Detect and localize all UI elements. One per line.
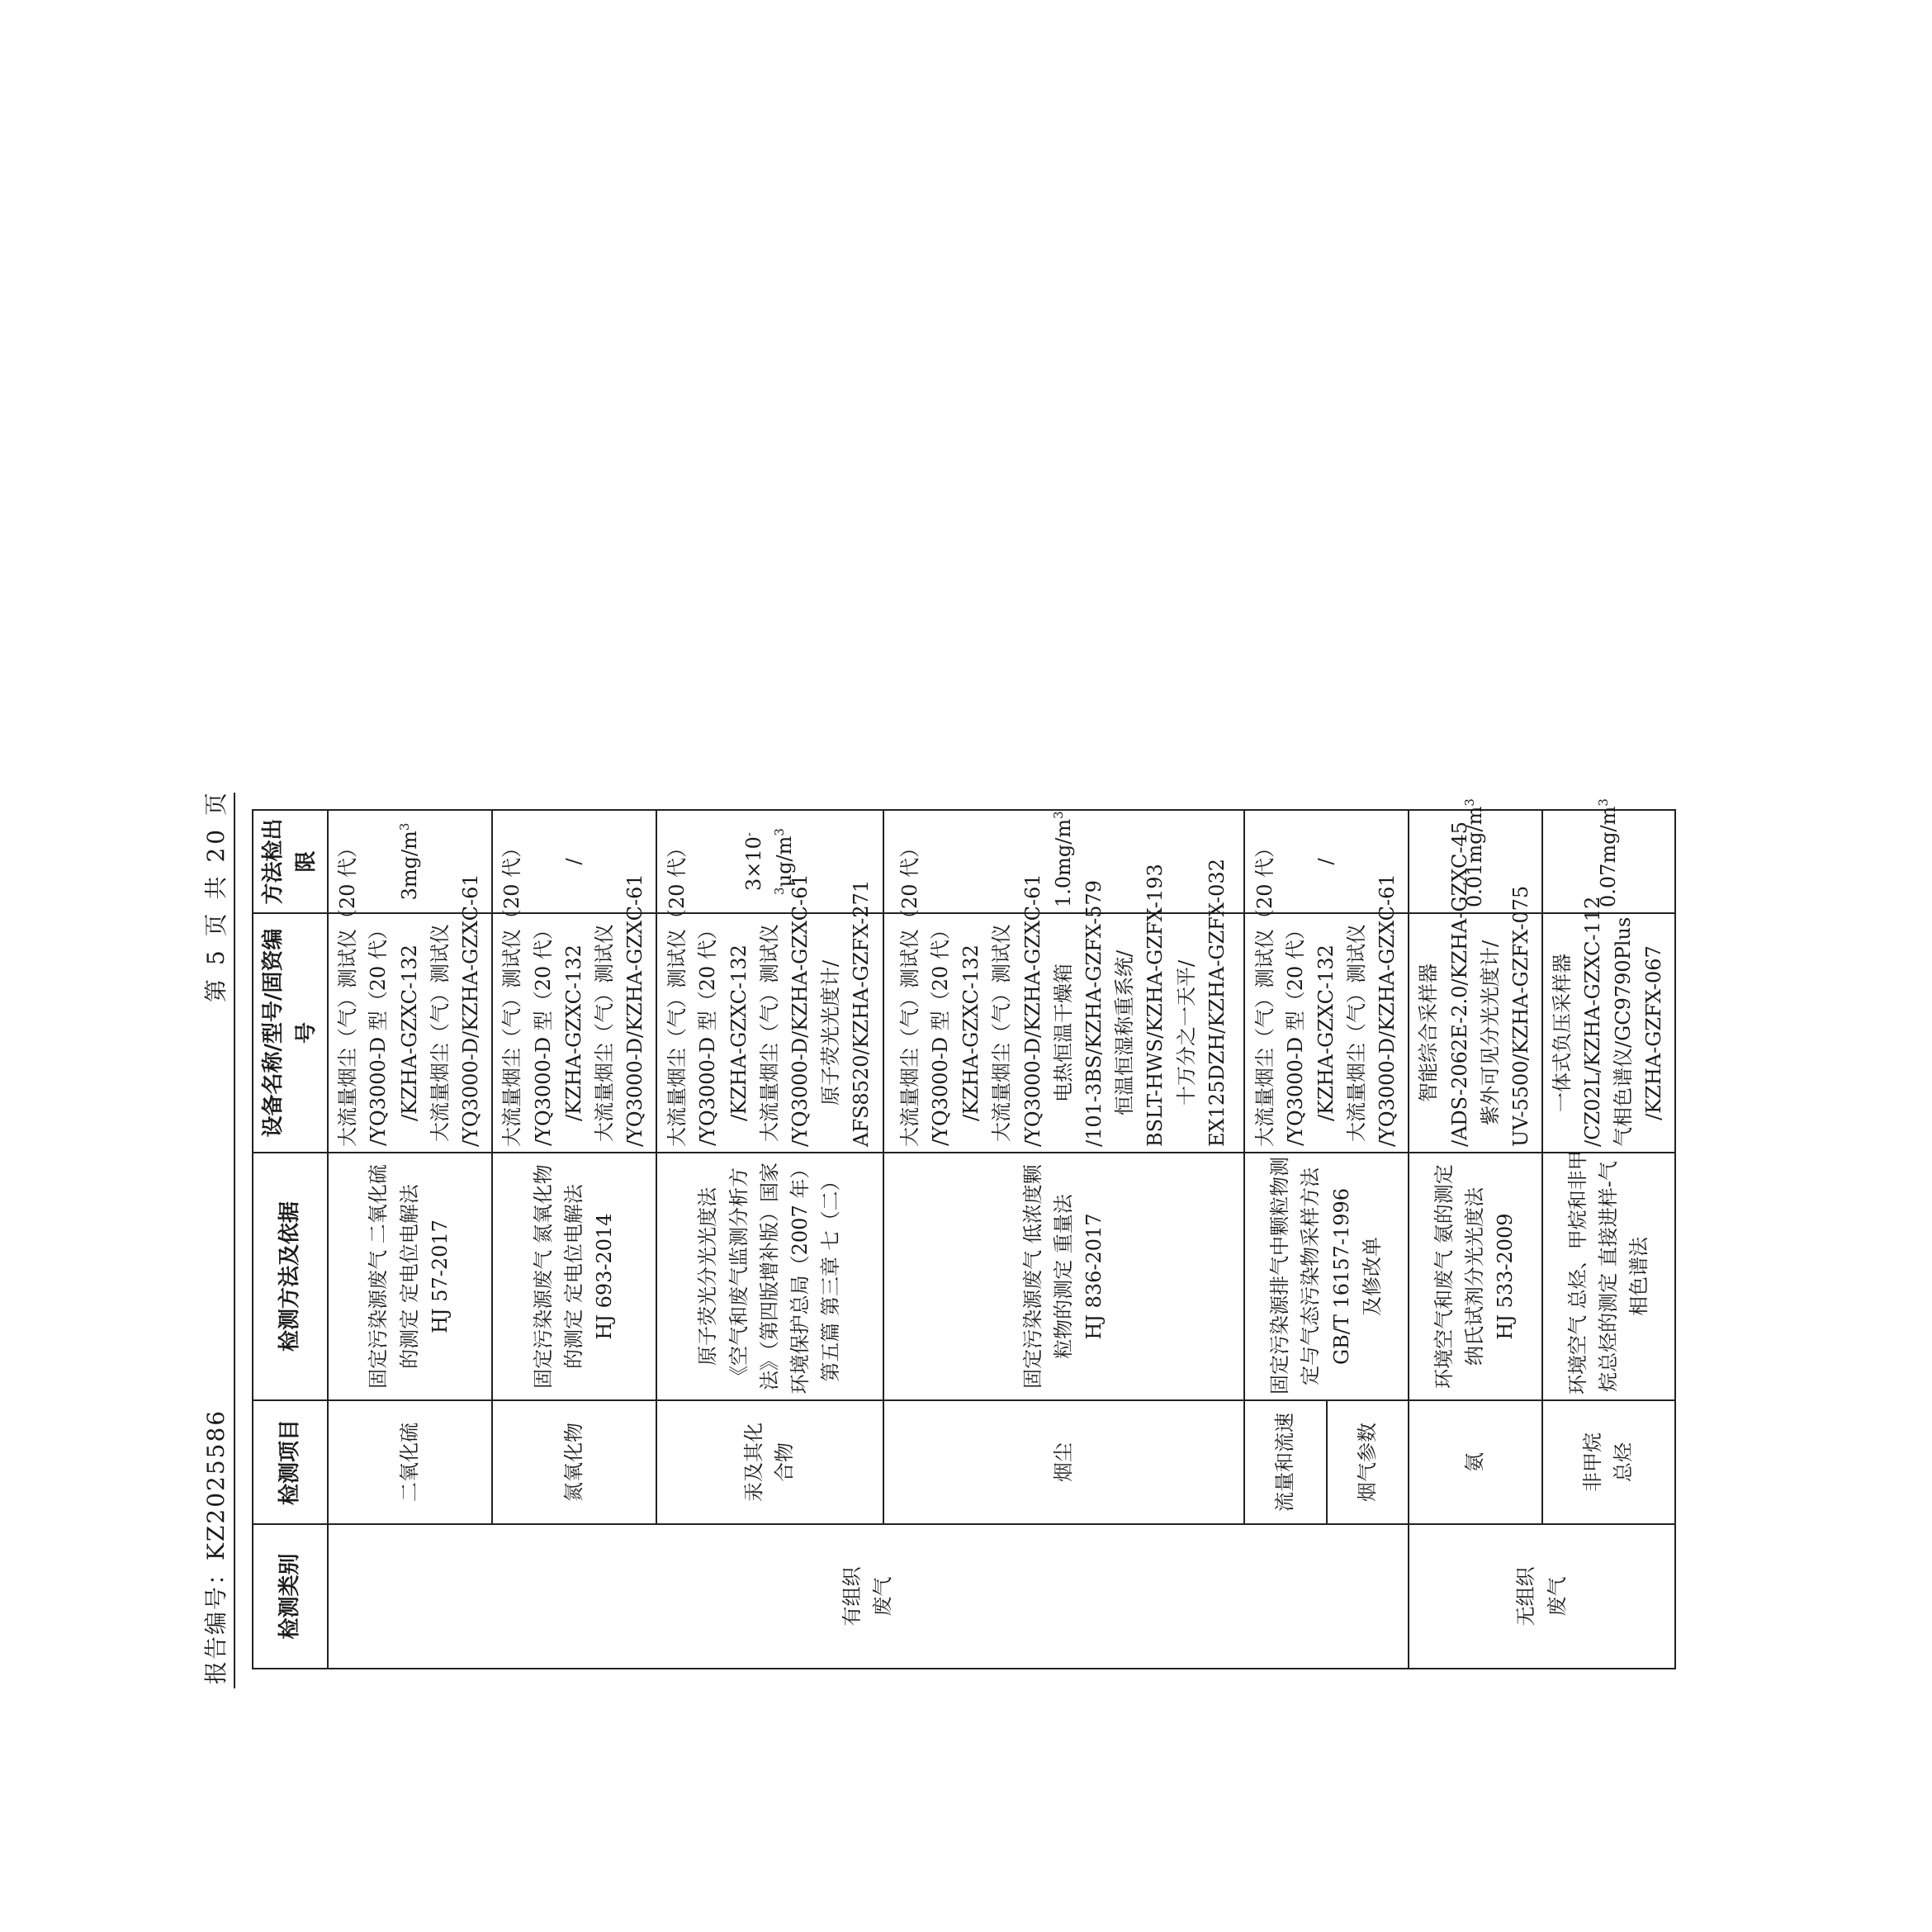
item-cell: 汞及其化 合物 — [656, 1400, 883, 1524]
equipment-cell: 大流量烟尘（气）测试仪（20 代） /YQ3000-D 型（20 代） /KZHA-GZXC-132 大流量烟尘（气）测试仪 /YQ3000-D/KZHA-GZXC-61 原子荧光光度计/ AFS8520/KZHA-GZFX-271 — [656, 913, 883, 1153]
limit-cell: $0.07mg/m^3$ — [1542, 810, 1675, 913]
limit-cell: / — [1244, 810, 1409, 913]
page-info: 第 5 页 共 20 页 — [202, 789, 230, 1002]
detection-method-table — [252, 798, 1676, 1669]
item-cell: 氮氧化物 — [492, 1400, 656, 1524]
method-cell: 固定污染源废气 氮氧化物 的测定 定电位电解法 HJ 693-2014 — [492, 1153, 656, 1400]
limit-cell: / — [492, 810, 656, 913]
header-equipment: 设备名称/型号/固资编号 — [253, 913, 328, 1153]
method-cell: 环境空气 总烃、甲烷和非甲 烷总烃的测定 直接进样-气 相色谱法 — [1542, 1153, 1675, 1400]
header-item: 检测项目 — [253, 1400, 328, 1524]
equipment-cell: 大流量烟尘（气）测试仪（20 代） /YQ3000-D 型（20 代） /KZHA-GZXC-132 大流量烟尘（气）测试仪 /YQ3000-D/KZHA-GZXC-61 电热恒温干燥箱 /101-3BS/KZHA-GZFX-579 恒温恒湿称重系统/ BSLT-HWS/KZHA-GZFX-193 十万分之一天平/ EX125DZH/KZHA-GZFX-032 — [883, 913, 1244, 1153]
method-cell: 固定污染源排气中颗粒物测 定与气态污染物采样方法 GB/T 16157-1996 及修改单 — [1244, 1153, 1409, 1400]
equipment-cell: 一体式负压采样器 /CZ02L/KZHA-GZXC-112 气相色谱仪/GC9790Plus /KZHA-GZFX-067 — [1542, 913, 1675, 1153]
method-cell: 固定污染源废气 低浓度颗 粒物的测定 重量法 HJ 836-2017 — [883, 1153, 1244, 1400]
item-cell: 二氧化硫 — [328, 1400, 492, 1524]
report-number — [198, 1409, 231, 1684]
item-cell: 烟尘 — [883, 1400, 1244, 1524]
limit-cell: $3mg/m^3$ — [328, 810, 492, 913]
method-cell: 原子荧光分光光度法 《空气和废气监测分析方 法》（第四版增补版）国家 环境保护总局（2007 年） 第五篇 第三章 七（二） — [656, 1153, 883, 1400]
equipment-cell: 大流量烟尘（气）测试仪（20 代） /YQ3000-D 型（20 代） /KZHA-GZXC-132 大流量烟尘（气）测试仪 /YQ3000-D/KZHA-GZXC-61 — [1244, 913, 1409, 1153]
item-cell: 流量和流速 — [1244, 1400, 1327, 1524]
category-unorganized: 无组织 废气 — [1409, 1524, 1675, 1669]
report-number-value: KZ2025586 — [202, 1409, 230, 1560]
item-cell: 氨 — [1409, 1400, 1541, 1524]
method-cell: 环境空气和废气 氨的测定 纳氏试剂分光光度法 HJ 533-2009 — [1409, 1153, 1541, 1400]
equipment-cell: 大流量烟尘（气）测试仪（20 代） /YQ3000-D 型（20 代） /KZHA-GZXC-132 大流量烟尘（气）测试仪 /YQ3000-D/KZHA-GZXC-61 — [328, 913, 492, 1153]
table-row — [1409, 810, 1541, 1669]
item-cell: 非甲烷 总烃 — [1542, 1400, 1675, 1524]
equipment-cell: 智能综合采样器 /ADS-2062E-2.0/KZHA-GZXC-45 紫外可见分光光度计/ UV-5500/KZHA-GZFX-075 — [1409, 913, 1541, 1153]
table-row — [328, 810, 492, 1669]
header-method: 检测方法及依据 — [253, 1153, 328, 1400]
item-cell: 烟气参数 — [1327, 1400, 1409, 1524]
method-cell: 固定污染源废气 二氧化硫 的测定 定电位电解法 HJ 57-2017 — [328, 1153, 492, 1400]
header-rule — [234, 793, 235, 1688]
limit-cell: $1.0mg/m^3$ — [883, 810, 1244, 913]
report-page — [0, 566, 1932, 1932]
limit-cell: $3\times 10^{-3}\mu g/m^3$ — [656, 810, 883, 913]
report-number-label: 报告编号： — [202, 1560, 230, 1684]
equipment-cell: 大流量烟尘（气）测试仪（20 代） /YQ3000-D 型（20 代） /KZHA-GZXC-132 大流量烟尘（气）测试仪 /YQ3000-D/KZHA-GZXC-61 — [492, 913, 656, 1153]
table-header-row — [253, 810, 328, 1669]
header-category: 检测类别 — [253, 1524, 328, 1669]
category-organized: 有组织 废气 — [328, 1524, 1409, 1669]
limit-cell: $0.01mg/m^3$ — [1409, 810, 1541, 913]
header-limit: 方法检出限 — [253, 810, 328, 913]
